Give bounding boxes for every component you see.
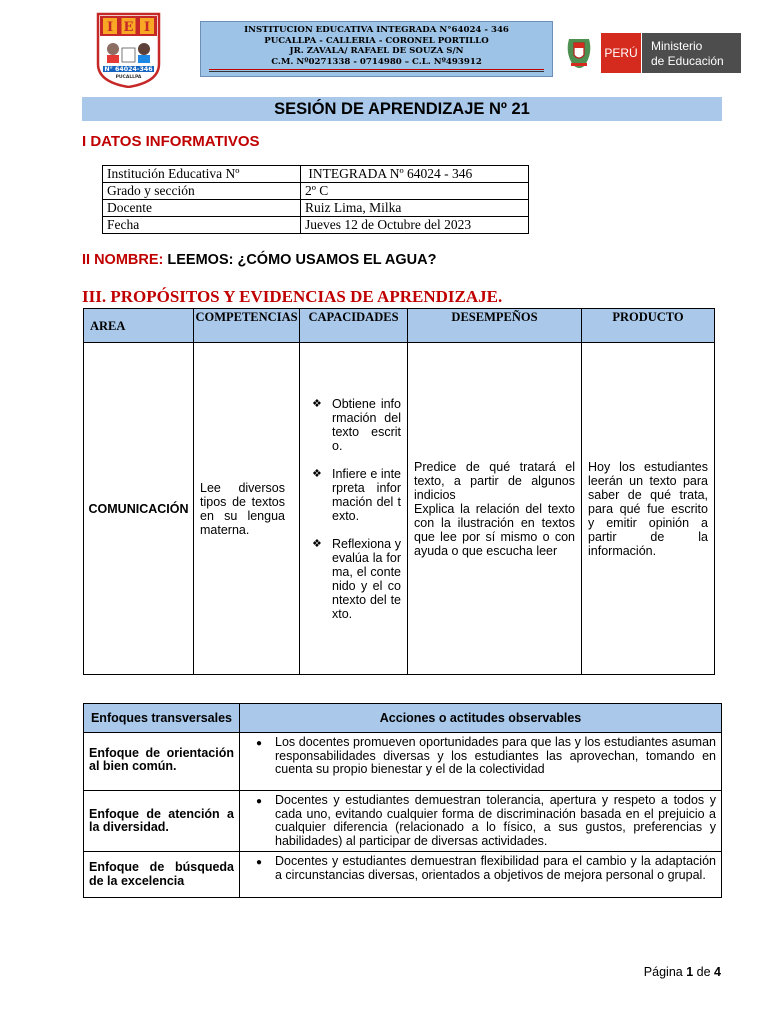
table-header-row <box>84 309 715 343</box>
info-label: Docente <box>103 200 301 217</box>
column-header-desempenos: DESEMPEÑOS <box>408 309 582 343</box>
enfoque-name: Enfoque de búsqueda de la excelencia <box>84 852 240 898</box>
bullet-icon: ● <box>256 796 263 807</box>
table-row <box>103 183 529 200</box>
page-label: Página <box>643 965 683 979</box>
column-header-producto: PRODUCTO <box>582 309 715 343</box>
enfoque-action-cell <box>240 733 722 791</box>
list-item <box>312 396 401 453</box>
table-header-row <box>84 704 722 733</box>
minedu-logo <box>563 33 741 73</box>
page-total: 4 <box>714 965 721 979</box>
enfoque-name: Enfoque de atención a la diversidad. <box>84 791 240 852</box>
list-item <box>312 536 401 621</box>
column-header-capacidades: CAPACIDADES <box>300 309 408 343</box>
table-row <box>84 733 722 791</box>
column-header-acciones: Acciones o actitudes observables <box>240 704 722 733</box>
capacidades-list <box>310 397 401 621</box>
logo-letter: I <box>143 20 151 35</box>
logo-number: N° 64024-346 <box>104 66 153 73</box>
info-label: Grado y sección <box>103 183 301 200</box>
capacidad-text: Reflexiona y evalúa la forma, el contenido y el contexto del texto. <box>332 536 401 621</box>
logo-letter: I <box>106 20 114 35</box>
capacidades-cell <box>300 343 408 675</box>
institution-address: JR. ZAVALA/ RAFAEL DE SOUZA S/N <box>289 46 464 56</box>
capacidad-text: Obtiene información del texto escrito. <box>332 396 401 453</box>
institution-codes: C.M. Nº0271338 - 0714980 – C.L. Nº493912 <box>271 56 482 67</box>
table-row <box>84 343 715 675</box>
info-value: 2º C <box>301 183 529 200</box>
diamond-bullet-icon: ❖ <box>312 467 322 480</box>
column-header-area: AREA <box>84 309 194 343</box>
enfoque-action-cell <box>240 791 722 852</box>
info-table <box>102 165 529 234</box>
bullet-icon: ● <box>256 857 263 868</box>
section-2-label: II NOMBRE: <box>82 252 164 268</box>
institution-header <box>200 21 553 77</box>
purposes-table <box>83 308 715 675</box>
section-2-heading <box>82 252 436 268</box>
section-3-heading: III. PROPÓSITOS Y EVIDENCIAS DE APRENDIZAJE. <box>82 287 503 306</box>
table-row <box>103 217 529 234</box>
list-item <box>312 466 401 523</box>
peru-coat-of-arms-icon <box>568 39 591 68</box>
capacidad-text: Infiere e interpreta información del texto. <box>332 466 401 523</box>
logo-place: PUCALLPA <box>115 75 142 80</box>
page-number <box>644 965 721 979</box>
info-value: INTEGRADA Nº 64024 - 346 <box>301 166 529 183</box>
page-current: 1 <box>686 965 694 979</box>
column-header-competencias: COMPETENCIAS <box>194 309 300 343</box>
session-title: SESIÓN DE APRENDIZAJE Nº 21 <box>82 97 722 121</box>
session-name: LEEMOS: ¿CÓMO USAMOS EL AGUA? <box>167 252 437 268</box>
producto-cell: Hoy los estudiantes leerán un texto para saber de qué trata, para qué fue escrito y emitir opinión a partir de la información. <box>582 343 715 675</box>
enfoque-action: Los docentes promueven oportunidades para que las y los estudiantes asuman responsabilidades diversas y los estudiantes las aprovechan, tomando en cuenta su propio bienestar y el de la colectividad <box>275 735 716 776</box>
minedu-line1: Ministerio <box>651 39 703 53</box>
diamond-bullet-icon: ❖ <box>312 537 322 550</box>
column-header-enfoques: Enfoques transversales <box>84 704 240 733</box>
desempeno-text: Predice de qué tratará el texto, a partir de algunos indicios <box>414 459 575 502</box>
section-1-heading: I DATOS INFORMATIVOS <box>82 133 260 150</box>
institution-location: PUCALLPA - CALLERIA - CORONEL PORTILLO <box>264 35 489 46</box>
header-divider <box>209 69 544 72</box>
enfoque-action-cell <box>240 852 722 898</box>
enfoques-table <box>83 703 722 898</box>
minedu-line2: de Educación <box>651 54 724 68</box>
enfoque-action: Docentes y estudiantes demuestran flexibilidad para el cambio y la adaptación a circunstancias diversas, orientados a objetivos de mejora personal o grupal. <box>275 854 716 882</box>
school-logo <box>95 12 162 88</box>
enfoque-action: Docentes y estudiantes demuestran tolerancia, apertura y respeto a todos y cada uno, evitando cualquier forma de discriminación basada en el prejuicio a cualquier diferencia (relacionado a lo físico, a sus gustos, preferencias y habilidades) al participar de diversas actividades. <box>275 793 716 848</box>
desempenos-cell <box>408 343 582 675</box>
page-sep: de <box>696 965 711 979</box>
diamond-bullet-icon: ❖ <box>312 397 322 410</box>
info-label: Fecha <box>103 217 301 234</box>
info-label: Institución Educativa Nº <box>103 166 301 183</box>
bullet-icon: ● <box>256 738 263 749</box>
institution-name: INSTITUCION EDUCATIVA INTEGRADA N°64024 - 346 <box>244 25 509 35</box>
logo-letter: E <box>123 20 134 35</box>
info-value: Ruiz Lima, Milka <box>301 200 529 217</box>
info-value: Jueves 12 de Octubre del 2023 <box>301 217 529 234</box>
area-cell: COMUNICACIÓN <box>84 343 194 675</box>
table-row <box>84 791 722 852</box>
table-row <box>84 852 722 898</box>
enfoque-name: Enfoque de orientación al bien común. <box>84 733 240 791</box>
desempeno-text: Explica la relación del texto con la ilustración en textos que lee por sí mismo o con ayuda o que escucha leer <box>414 501 575 558</box>
minedu-country: PERÚ <box>604 46 638 60</box>
table-row <box>103 200 529 217</box>
table-row <box>103 166 529 183</box>
competencia-cell: Lee diversos tipos de textos en su lengua materna. <box>194 343 300 675</box>
